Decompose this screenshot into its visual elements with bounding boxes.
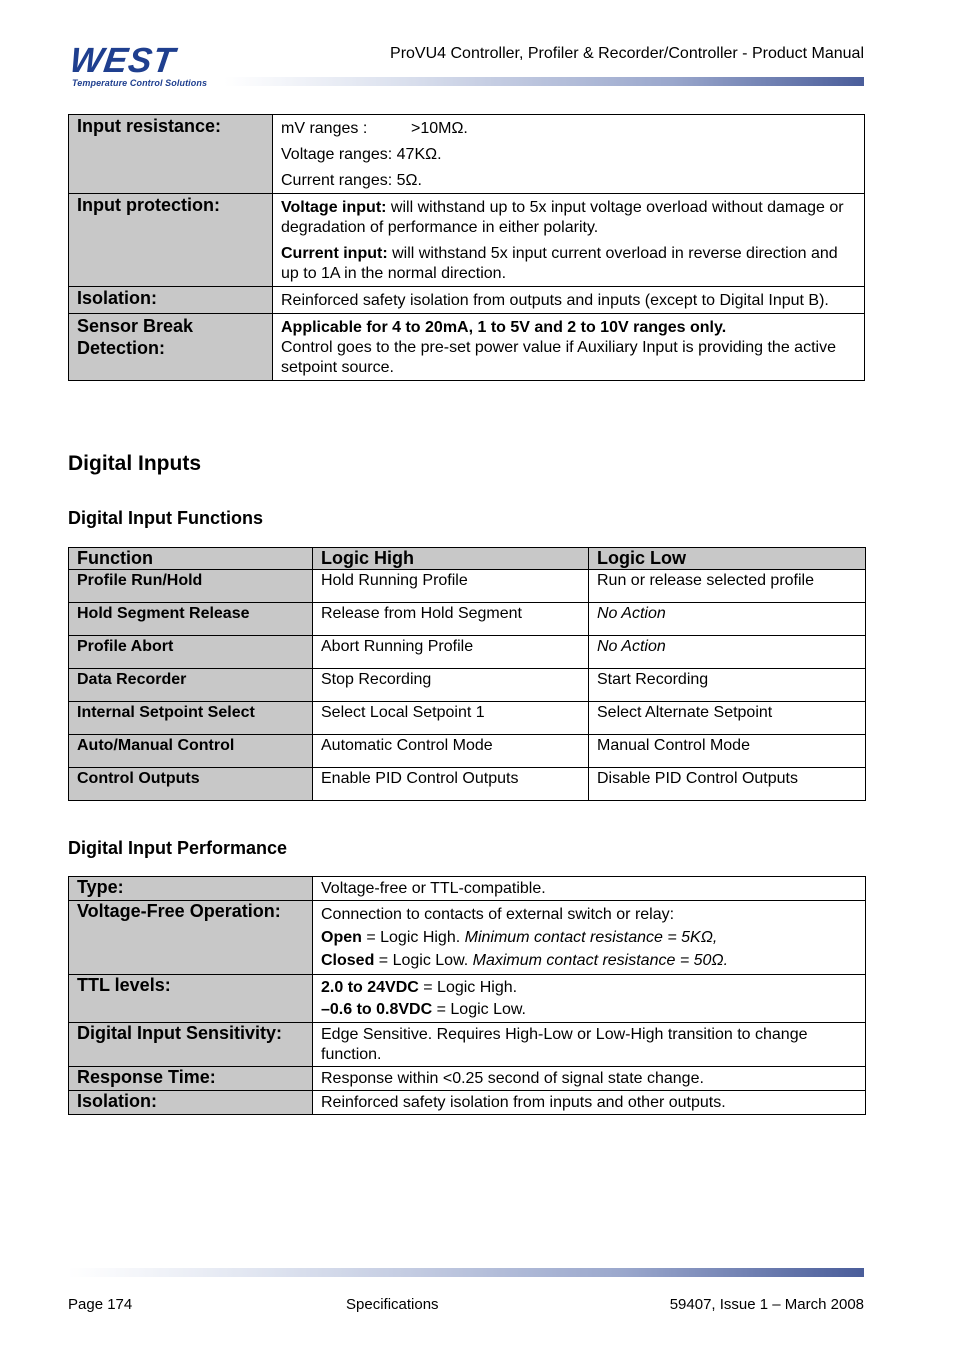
subsection-heading: Digital Input Performance xyxy=(68,838,288,858)
row-label: Isolation: xyxy=(69,1091,313,1115)
voltage-range: Voltage ranges: 47KΩ. xyxy=(281,146,442,163)
footer-gradient-band xyxy=(68,1268,864,1277)
row-label: Voltage-Free Operation: xyxy=(69,901,313,975)
table-row xyxy=(69,636,866,669)
manual-title: ProVU4 Controller, Profiler & Recorder/Controller - Product Manual xyxy=(390,45,864,62)
row-label xyxy=(69,314,273,381)
logic-low: Run or release selected profile xyxy=(589,570,866,603)
sensitivity-text: Edge Sensitive. Requires High-Low or Low-High transition to change function. xyxy=(321,1026,808,1063)
table-row xyxy=(69,194,865,287)
table-row xyxy=(69,1067,866,1091)
row-label: TTL levels: xyxy=(69,975,313,1023)
table-row xyxy=(69,735,866,768)
row-label: Response Time: xyxy=(69,1067,313,1091)
logic-high: Select Local Setpoint 1 xyxy=(313,702,589,735)
logic-low: Select Alternate Setpoint xyxy=(589,702,866,735)
label-line: Sensor Break xyxy=(77,316,194,336)
table-row xyxy=(69,314,865,381)
logic-low: Manual Control Mode xyxy=(589,735,866,768)
logic-high: Stop Recording xyxy=(313,669,589,702)
logic-high: Abort Running Profile xyxy=(313,636,589,669)
table-row xyxy=(69,901,866,975)
logo-wordmark: WEST xyxy=(67,41,178,80)
header-gradient-band xyxy=(224,77,864,86)
function-name: Profile Abort xyxy=(69,636,313,669)
page-number: Page 174 xyxy=(68,1296,133,1313)
row-label: Input resistance: xyxy=(69,115,273,194)
column-header: Logic High xyxy=(313,548,589,570)
section-heading: Digital Inputs xyxy=(68,452,201,475)
table-row xyxy=(69,669,866,702)
ttl-high-bold: 2.0 to 24VDC xyxy=(321,979,419,996)
type-text: Voltage-free or TTL-compatible. xyxy=(321,880,546,897)
sensor-break-text: Control goes to the pre-set power value if Auxiliary Input is providing the active setpoint source. xyxy=(281,339,836,376)
table-row xyxy=(69,570,866,603)
closed-italic: Maximum contact resistance = 50Ω. xyxy=(472,952,729,969)
sensor-break-bold: Applicable for 4 to 20mA, 1 to 5V and 2 to 10V ranges only. xyxy=(281,319,727,336)
table-row xyxy=(69,1091,866,1115)
logic-high: Release from Hold Segment xyxy=(313,603,589,636)
subsection-heading: Digital Input Functions xyxy=(68,508,263,528)
column-header: Logic Low xyxy=(589,548,866,570)
logic-high: Automatic Control Mode xyxy=(313,735,589,768)
ttl-low-text: = Logic Low. xyxy=(432,1001,526,1018)
row-value xyxy=(273,287,865,314)
row-label: Isolation: xyxy=(69,287,273,314)
logic-low: No Action xyxy=(589,603,866,636)
voltage-input-bold: Voltage input: xyxy=(281,199,387,216)
digital-input-functions-table xyxy=(68,547,866,801)
logic-low: No Action xyxy=(589,636,866,669)
row-value xyxy=(313,975,866,1023)
function-name: Hold Segment Release xyxy=(69,603,313,636)
logic-high: Hold Running Profile xyxy=(313,570,589,603)
voltage-free-intro: Connection to contacts of external switch or relay: xyxy=(321,906,675,923)
function-name: Internal Setpoint Select xyxy=(69,702,313,735)
closed-bold: Closed xyxy=(321,952,375,969)
table-row xyxy=(69,603,866,636)
row-label: Digital Input Sensitivity: xyxy=(69,1023,313,1067)
row-value xyxy=(273,314,865,381)
table-row xyxy=(69,115,865,194)
table-header-row xyxy=(69,548,866,570)
isolation-text: Reinforced safety isolation from inputs and other outputs. xyxy=(321,1094,726,1111)
isolation-text: Reinforced safety isolation from outputs and inputs (except to Digital Input B). xyxy=(281,292,829,309)
open-italic: Minimum contact resistance = 5KΩ, xyxy=(464,929,718,946)
ttl-low-bold: –0.6 to 0.8VDC xyxy=(321,1001,433,1018)
logic-low: Disable PID Control Outputs xyxy=(589,768,866,801)
mv-label: mV ranges : xyxy=(281,120,368,137)
row-value xyxy=(313,877,866,901)
west-logo xyxy=(67,41,224,90)
row-value xyxy=(313,1067,866,1091)
label-line: Detection: xyxy=(77,338,166,358)
row-value xyxy=(273,115,865,194)
column-header: Function xyxy=(69,548,313,570)
logic-low: Start Recording xyxy=(589,669,866,702)
row-value xyxy=(273,194,865,287)
document-issue: 59407, Issue 1 – March 2008 xyxy=(669,1296,864,1313)
table-row xyxy=(69,1023,866,1067)
voltage-input-text: will withstand up to 5x input voltage overload without damage or degradation of performance in either polarity. xyxy=(281,199,844,236)
table-row xyxy=(69,287,865,314)
response-text: Response within <0.25 second of signal state change. xyxy=(321,1070,704,1087)
input-spec-table xyxy=(68,114,865,381)
row-value xyxy=(313,901,866,975)
open-text: = Logic High. xyxy=(361,929,465,946)
function-name: Data Recorder xyxy=(69,669,313,702)
current-input-text: will withstand 5x input current overload in reverse direction and up to 1A in the normal direction. xyxy=(281,245,838,282)
open-bold: Open xyxy=(321,929,362,946)
row-value xyxy=(313,1023,866,1067)
table-row xyxy=(69,975,866,1023)
table-row xyxy=(69,768,866,801)
function-name: Control Outputs xyxy=(69,768,313,801)
table-row xyxy=(69,877,866,901)
logic-high: Enable PID Control Outputs xyxy=(313,768,589,801)
current-range: Current ranges: 5Ω. xyxy=(281,172,422,189)
function-name: Profile Run/Hold xyxy=(69,570,313,603)
mv-value: >10MΩ. xyxy=(411,120,468,137)
row-label: Type: xyxy=(69,877,313,901)
ttl-high-text: = Logic High. xyxy=(418,979,518,996)
footer-section: Specifications xyxy=(346,1296,439,1313)
digital-input-performance-table xyxy=(68,876,866,1115)
row-value xyxy=(313,1091,866,1115)
logo-tagline: Temperature Control Solutions xyxy=(72,78,208,88)
function-name: Auto/Manual Control xyxy=(69,735,313,768)
closed-text: = Logic Low. xyxy=(374,952,473,969)
current-input-bold: Current input: xyxy=(281,245,388,262)
table-row xyxy=(69,702,866,735)
row-label: Input protection: xyxy=(69,194,273,287)
